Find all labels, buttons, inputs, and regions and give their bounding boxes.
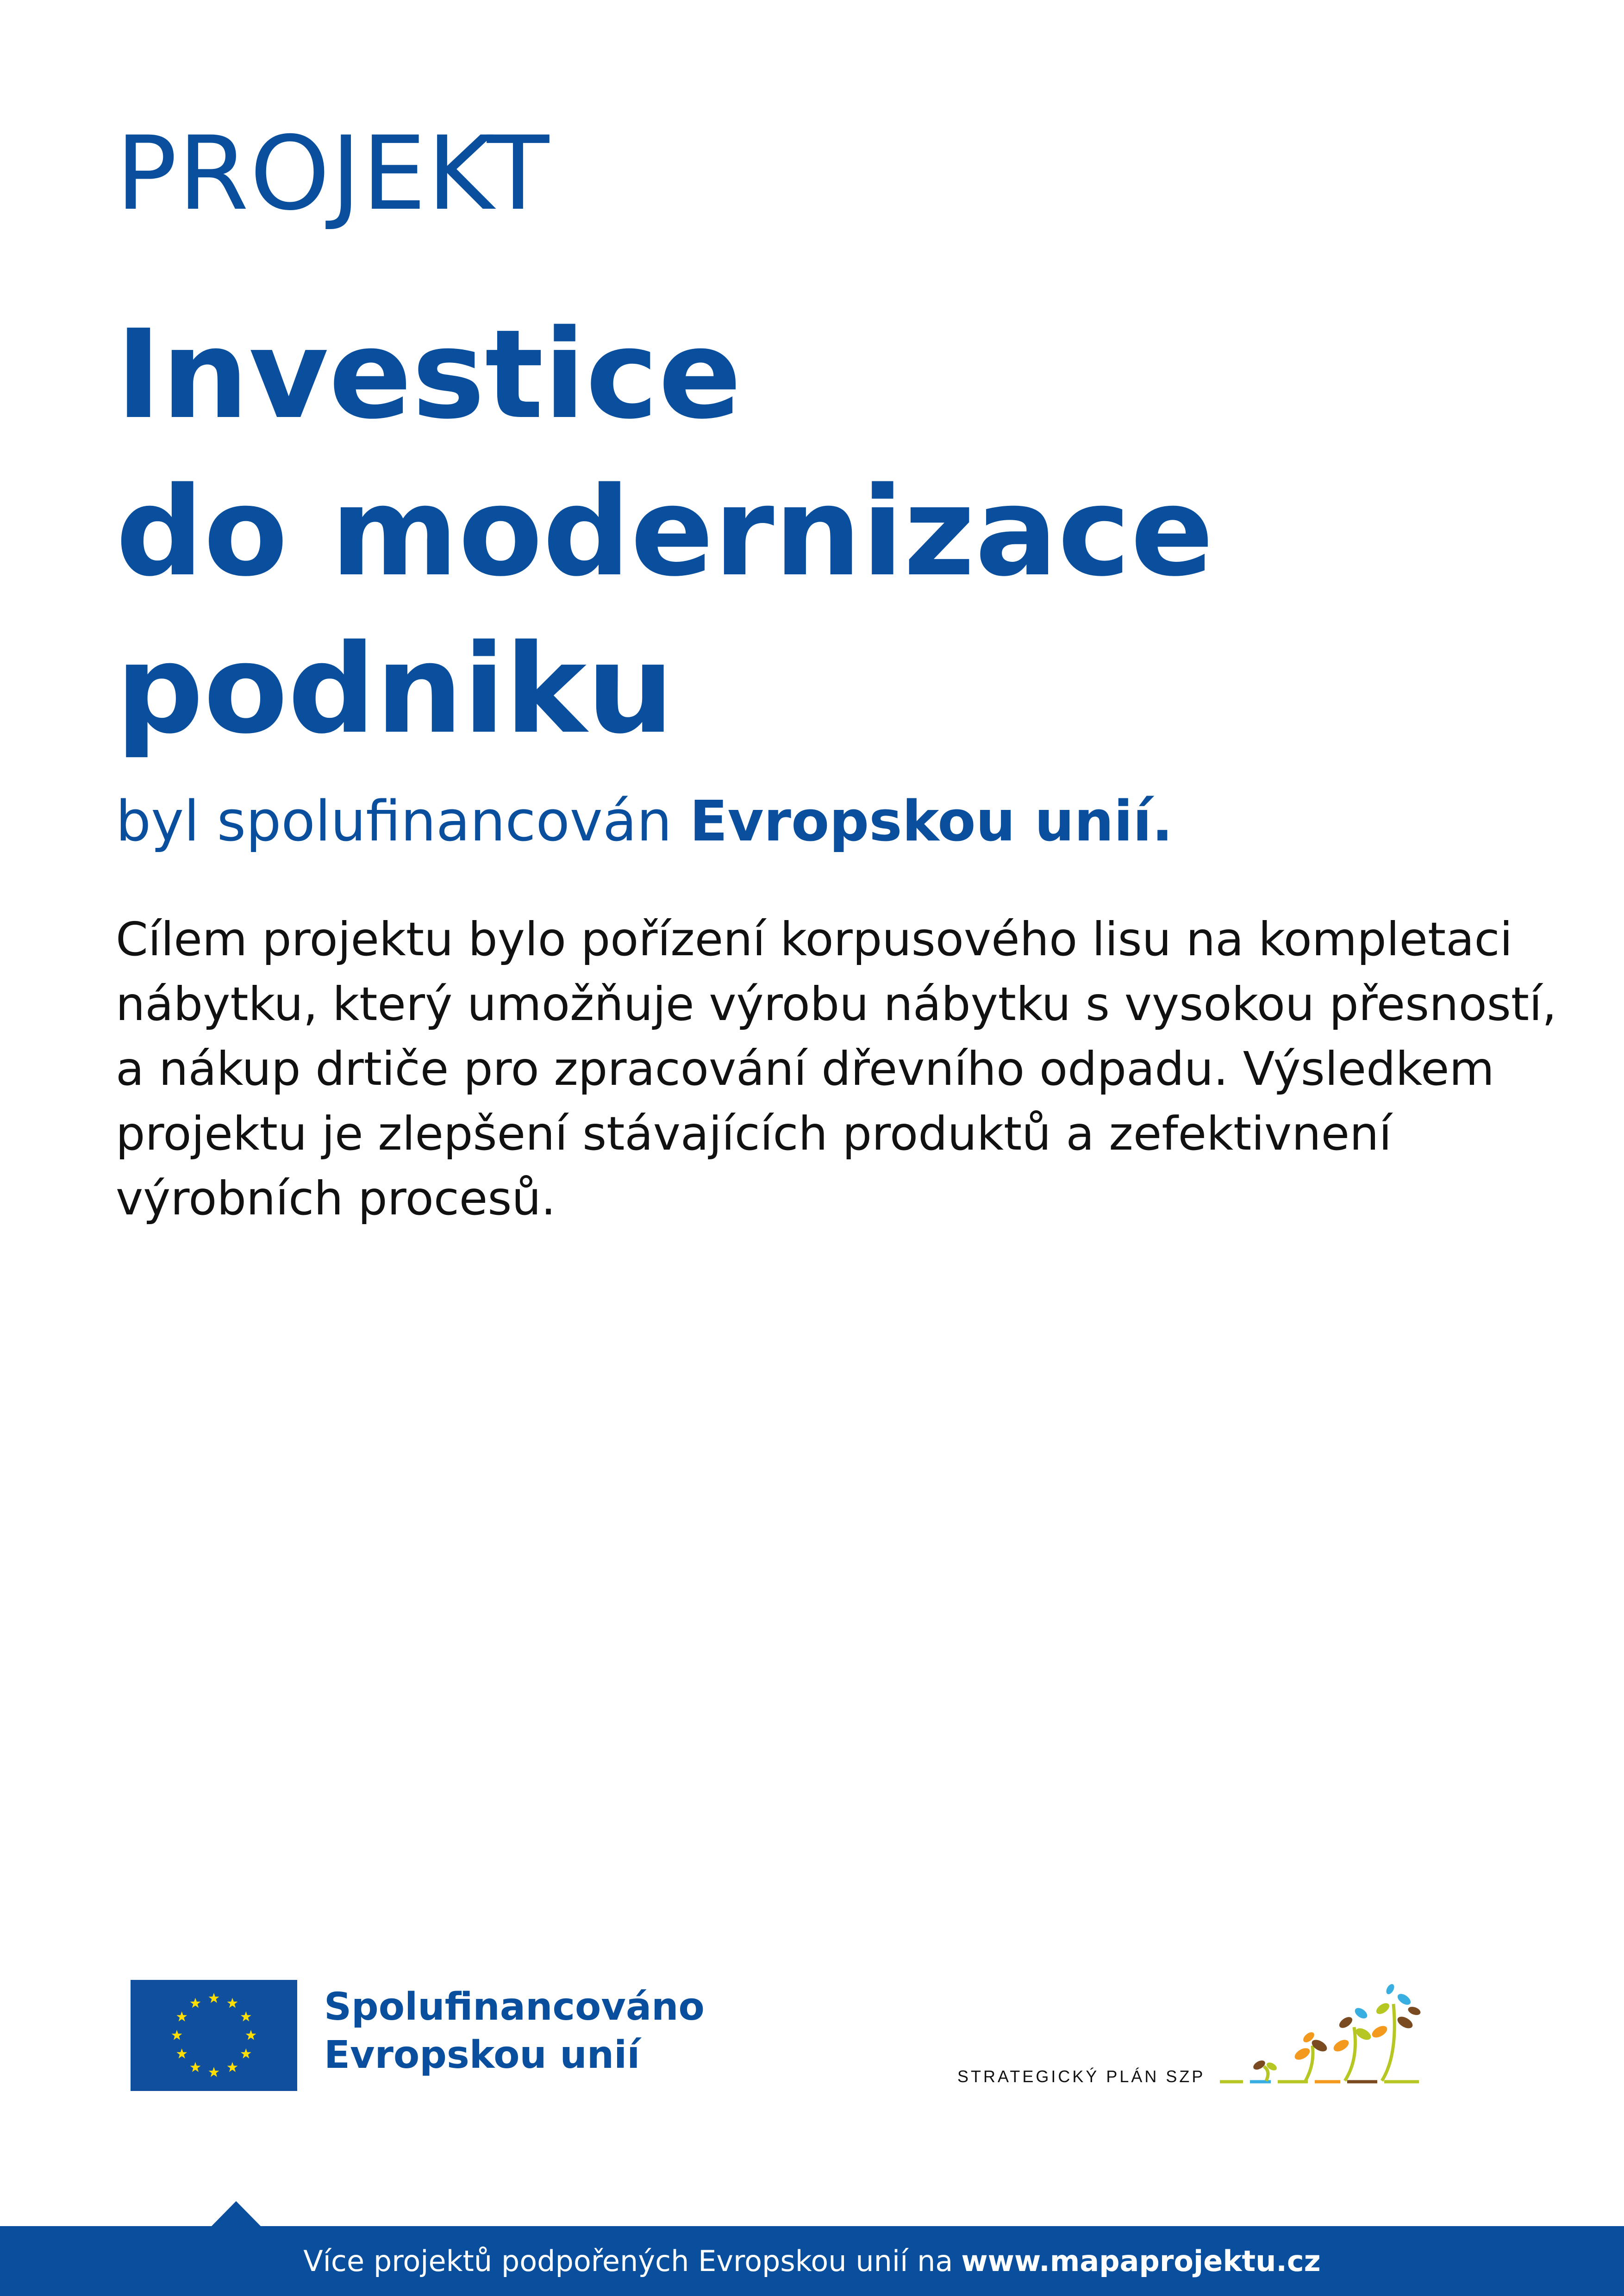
- project-title: [116, 296, 1505, 768]
- eu-star-icon: [176, 2011, 187, 2022]
- footer-notch: [211, 2201, 262, 2227]
- eu-star-icon: [209, 2067, 219, 2077]
- project-description: [116, 907, 1557, 1231]
- eu-stars: [131, 1980, 297, 2091]
- eu-star-icon: [246, 2030, 256, 2040]
- description-line: projektu je zlepšení stávajících produktů a zefektivnení: [116, 1107, 1392, 1161]
- footer-link[interactable]: www.mapaprojektu.cz: [961, 2244, 1321, 2278]
- eu-flag-icon: [131, 1980, 297, 2091]
- description-line: a nákup drtiče pro zpracování dřevního odpadu. Výsledkem: [116, 1042, 1494, 1096]
- eu-star-icon: [190, 2062, 201, 2072]
- cofinance-statement: [116, 791, 1173, 852]
- description-line: Cílem projektu bylo pořízení korpusového lisu na kompletaci: [116, 912, 1513, 966]
- eu-star-icon: [176, 2048, 187, 2059]
- eu-text-line: Evropskou unií: [324, 2033, 640, 2077]
- growing-plants-icon: [1220, 1972, 1484, 2092]
- eu-star-icon: [172, 2030, 182, 2040]
- eu-star-icon: [190, 1998, 201, 2008]
- eu-cofinance-text: [324, 1983, 705, 2079]
- eu-star-icon: [241, 2011, 251, 2022]
- title-line: do modernizace: [116, 461, 1214, 604]
- cofinance-regular: byl spolufinancován: [116, 790, 672, 854]
- title-line: podniku: [116, 618, 674, 761]
- szp-label: STRATEGICKÝ PLÁN SZP: [957, 2067, 1206, 2086]
- eu-text-line: Spolufinancováno: [324, 1985, 705, 2029]
- eu-star-icon: [227, 1998, 238, 2008]
- eu-star-icon: [241, 2048, 251, 2059]
- footer-message: Více projektů podpořených Evropskou unií na: [303, 2244, 953, 2278]
- eu-star-icon: [227, 2062, 238, 2072]
- description-line: nábytku, který umožňuje výrobu nábytku s vysokou přesností,: [116, 977, 1557, 1031]
- description-line: výrobních procesů.: [116, 1171, 556, 1226]
- footer-text: [0, 2226, 1624, 2296]
- title-line: Investice: [116, 304, 742, 446]
- cofinance-bold: Evropskou unií.: [689, 790, 1173, 854]
- eu-star-icon: [209, 1993, 219, 2003]
- kicker-label: PROJEKT: [116, 114, 550, 233]
